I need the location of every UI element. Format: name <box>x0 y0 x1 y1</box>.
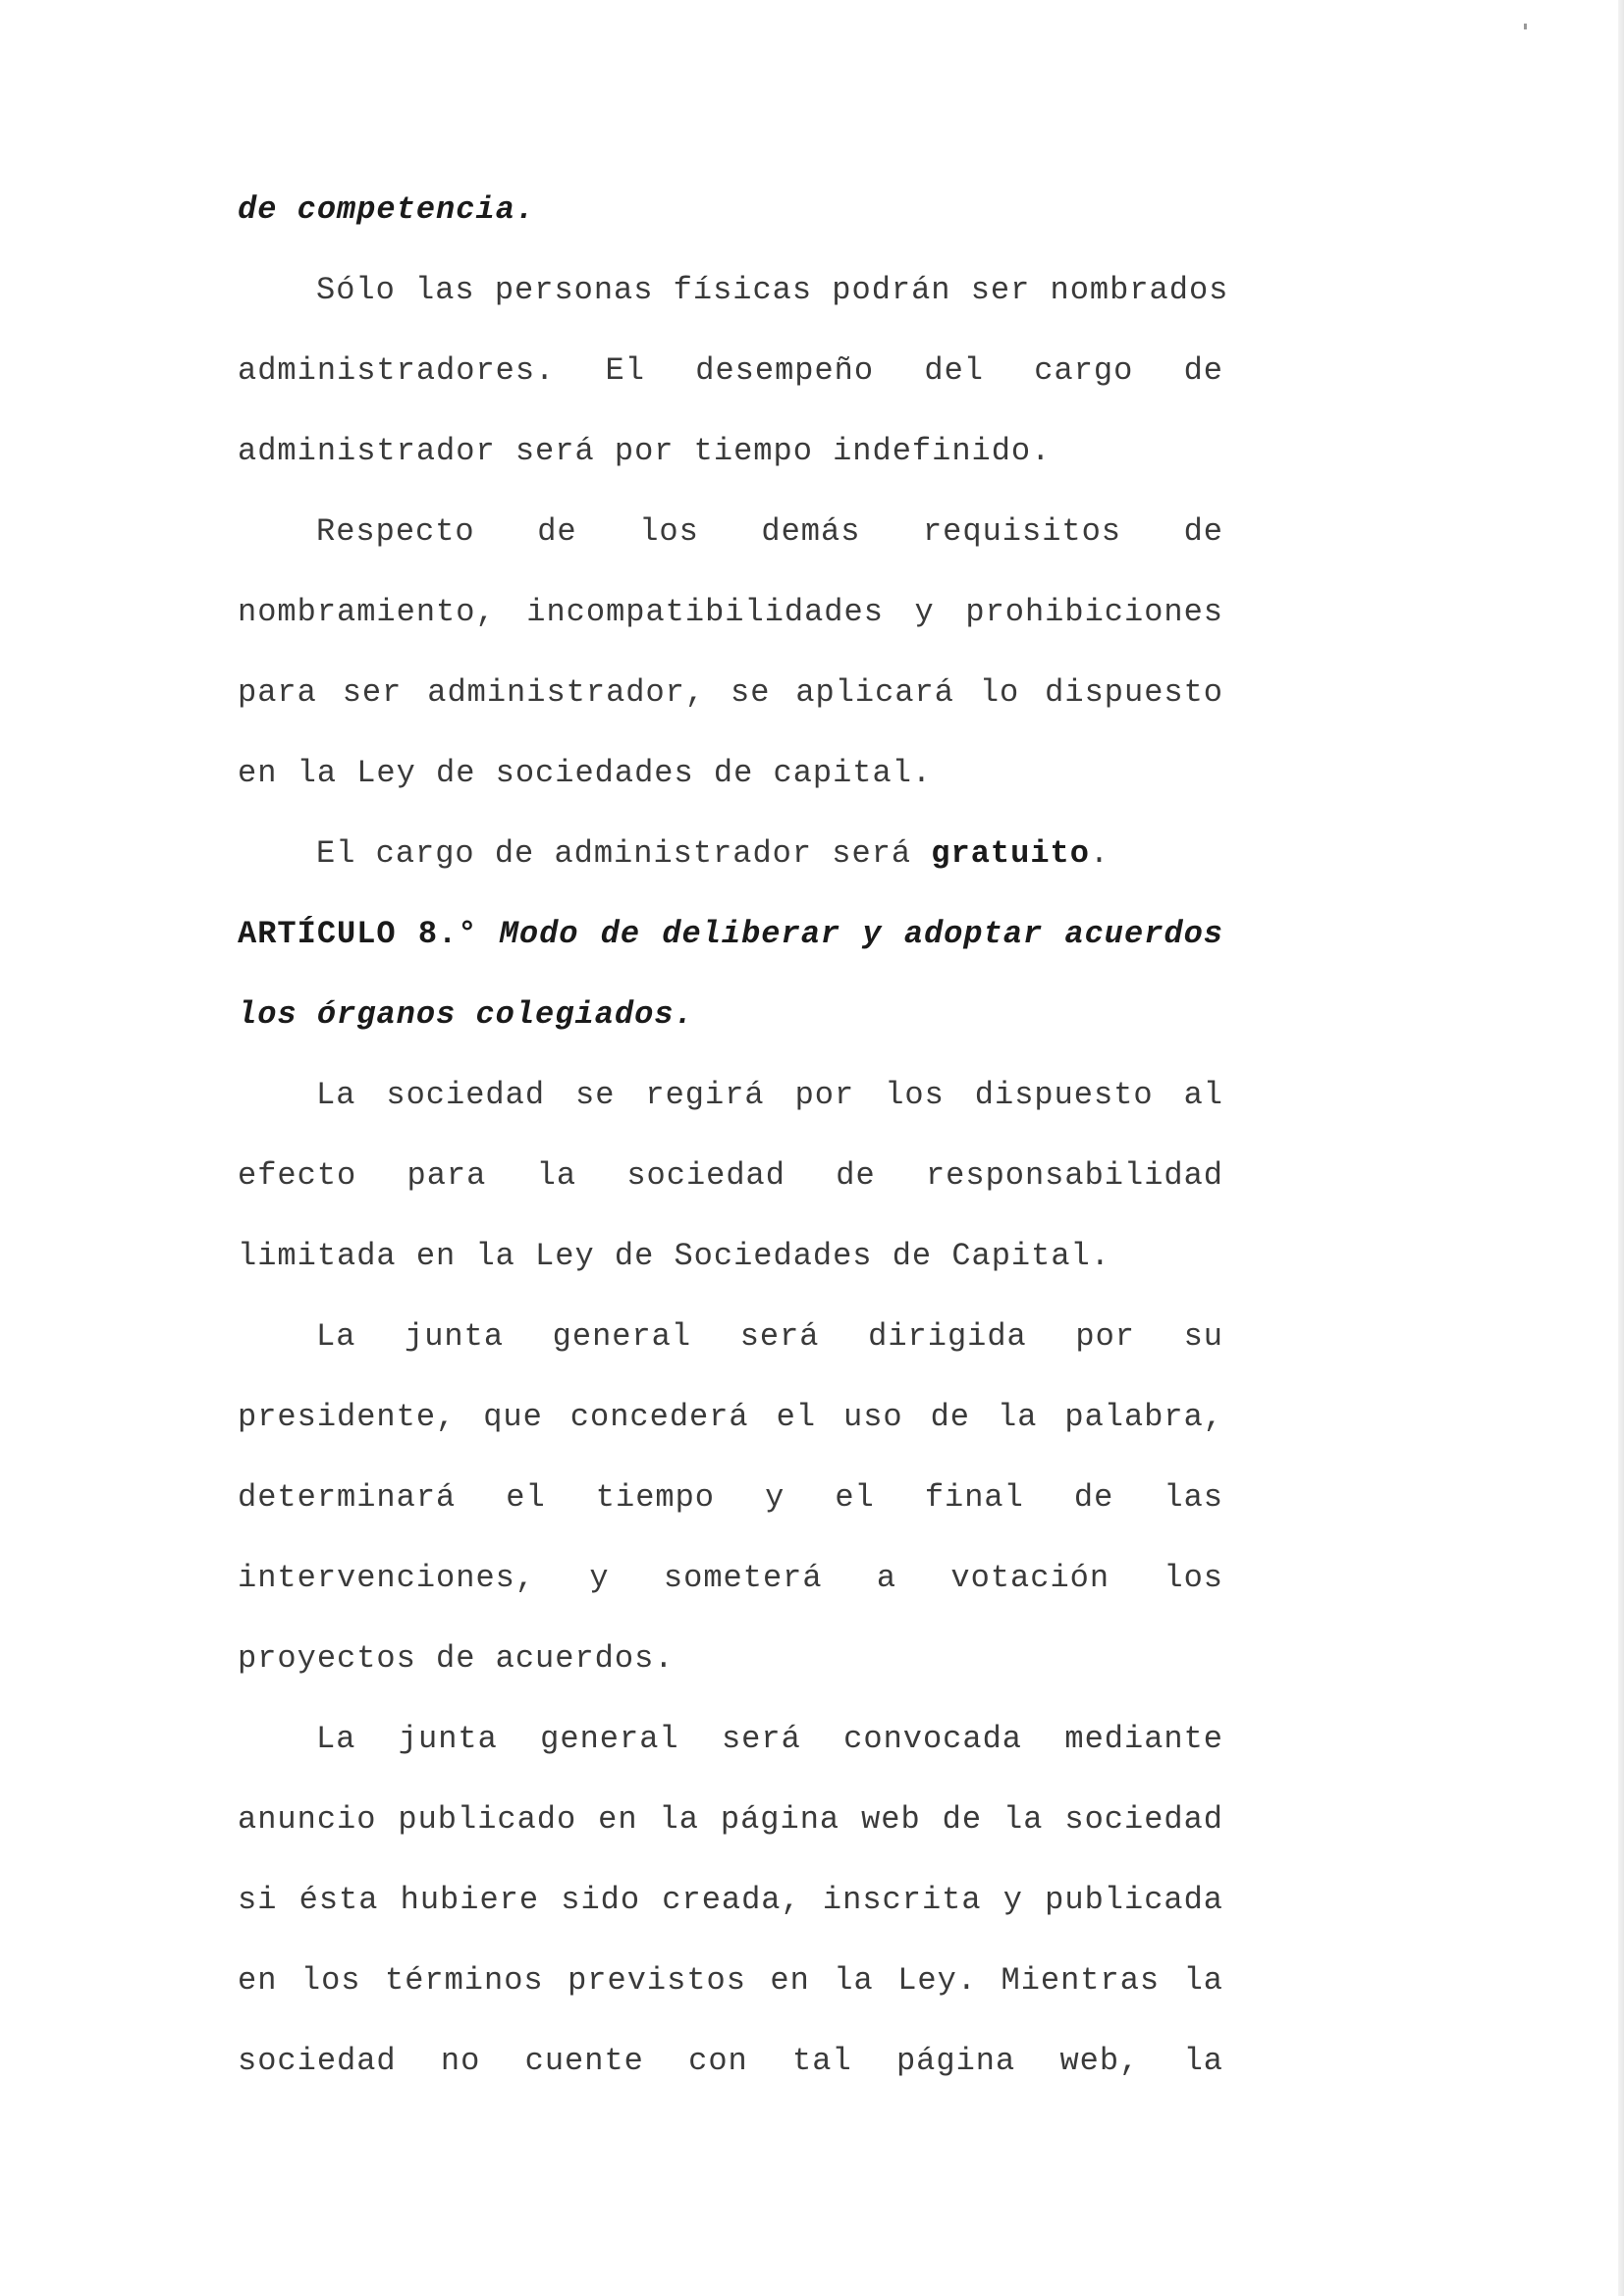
scan-speck <box>1524 24 1527 29</box>
text-line: anuncio publicado en la página web de la sociedad <box>238 1801 1223 1838</box>
article-title: Modo de deliberar y adoptar acuerdos <box>499 916 1224 952</box>
text-line: para ser administrador, se aplicará lo dispuesto <box>238 674 1223 711</box>
text-span: El cargo de administrador será <box>316 835 932 872</box>
text-line: efecto para la sociedad de responsabilidad <box>238 1157 1223 1194</box>
text-line: en la Ley de sociedades de capital. <box>238 755 933 791</box>
scan-edge <box>1618 0 1624 2296</box>
text-line: La junta general será dirigida por su <box>316 1318 1223 1355</box>
text-line: proyectos de acuerdos. <box>238 1640 675 1677</box>
text-line: Sólo las personas físicas podrán ser nombrados <box>316 272 1229 308</box>
text-line: La sociedad se regirá por los dispuesto al <box>316 1077 1223 1113</box>
emphasis-gratuito: gratuito <box>931 835 1090 872</box>
text-line: nombramiento, incompatibilidades y prohibiciones <box>238 594 1223 630</box>
text-line: La junta general será convocada mediante <box>316 1721 1223 1757</box>
article-number: ARTÍCULO 8.° <box>238 916 500 952</box>
text-line: determinará el tiempo y el final de las <box>238 1479 1223 1516</box>
text-line: Respecto de los demás requisitos de <box>316 513 1223 550</box>
text-line: limitada en la Ley de Sociedades de Capital. <box>238 1238 1110 1274</box>
text-line: intervenciones, y someterá a votación los <box>238 1560 1223 1596</box>
text-line: administradores. El desempeño del cargo de <box>238 352 1223 389</box>
text-span: . <box>1089 835 1110 872</box>
text-line: en los términos previstos en la Ley. Mientras la <box>238 1962 1223 1999</box>
article-title-continued: los órganos colegiados. <box>238 996 694 1033</box>
text-line <box>238 825 1223 883</box>
text-line: presidente, que concederá el uso de la palabra, <box>238 1399 1223 1435</box>
text-line: administrador será por tiempo indefinido. <box>238 433 1052 469</box>
section-title-fragment: de competencia. <box>238 191 536 228</box>
article-heading <box>238 905 1223 964</box>
text-line: si ésta hubiere sido creada, inscrita y publicada <box>238 1882 1223 1918</box>
text-line: sociedad no cuente con tal página web, la <box>238 2043 1223 2079</box>
